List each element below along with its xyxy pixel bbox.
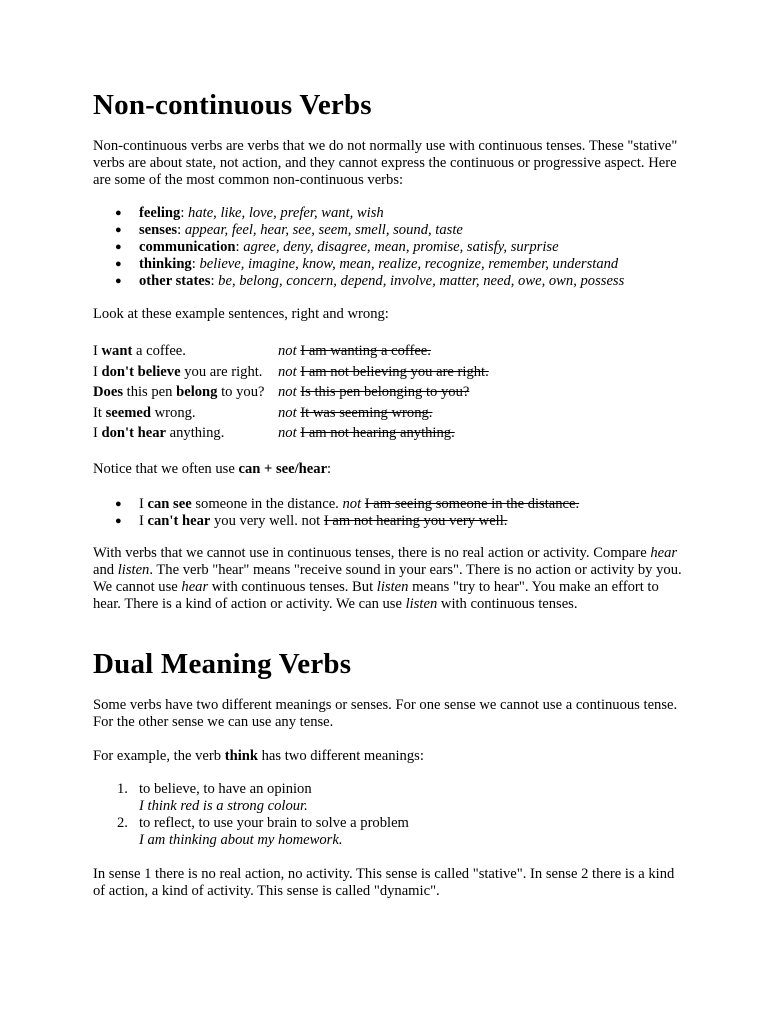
list-item: ● senses: appear, feel, hear, see, seem, smell, sound, taste [115, 222, 463, 238]
group-verbs: believe, imagine, know, mean, realize, recognize, remember, understand [199, 256, 619, 272]
final-paragraph: In sense 1 there is no real action, no activity. This sense is called "stative". In sense 2 there is a kind of action, a kind of activity. This sense is called "dynamic". [93, 866, 675, 899]
group-verbs: agree, deny, disagree, mean, promise, satisfy, surprise [243, 239, 559, 255]
correct-sentence: I don't hear anything. [93, 425, 225, 441]
meaning-example: I am thinking about my homework. [139, 832, 343, 848]
can-examples-list [93, 496, 579, 530]
list-item: ● other states: be, belong, concern, depend, involve, matter, need, owe, own, possess [115, 273, 625, 289]
wrong-sentence: not I am not hearing anything. [278, 425, 455, 441]
correct-sentence: It seemed wrong. [93, 404, 196, 421]
bullet-icon: ● [115, 258, 122, 270]
example-row [93, 425, 683, 446]
wrong-sentence: not It was seeming wrong. [278, 404, 433, 421]
bullet-icon: ● [115, 207, 122, 219]
group-verbs: appear, feel, hear, see, seem, smell, sound, taste [184, 222, 463, 238]
notice-paragraph: Notice that we often use can + see/hear: [93, 461, 332, 477]
list-item: ● thinking: believe, imagine, know, mean, realize, recognize, remember, understand [115, 256, 619, 272]
wrong-sentence: not Is this pen belonging to you? [278, 384, 470, 400]
correct-sentence: I don't believe you are right. [93, 363, 263, 380]
example-row [93, 405, 683, 426]
heading-dual-meaning-verbs: Dual Meaning Verbs [93, 648, 352, 680]
example-row [93, 364, 683, 385]
look-paragraph: Look at these example sentences, right and wrong: [93, 306, 389, 322]
think-paragraph: For example, the verb think has two different meanings: [93, 748, 424, 764]
wrong-sentence: not I am wanting a coffee. [278, 343, 431, 359]
dual-intro-paragraph: Some verbs have two different meanings or senses. For one sense we cannot use a continuous tense. For the other sense we can use any tense. [93, 697, 678, 730]
group-label: thinking [139, 256, 192, 272]
meanings-list [93, 781, 409, 849]
meaning-example: I think red is a strong colour. [139, 798, 308, 814]
group-label: other states [139, 273, 211, 289]
list-item: ● feeling: hate, like, love, prefer, want, wish [115, 205, 384, 221]
intro-paragraph: Non-continuous verbs are verbs that we do not normally use with continuous tenses. These "stative" verbs are about state, not action, and they cannot express the continuous or progressive aspect. Here are some of the most common non-continuous verbs: [93, 138, 678, 188]
bullet-icon: ● [115, 224, 122, 236]
list-item: 2. to reflect, to use your brain to solve a problem I am thinking about my homework. [117, 815, 409, 848]
example-sentences [93, 343, 683, 446]
group-verbs: be, belong, concern, depend, involve, matter, need, owe, own, possess [218, 273, 625, 289]
group-label: feeling [139, 205, 181, 221]
bullet-icon: ● [115, 275, 122, 287]
group-label: senses [139, 222, 178, 238]
bullet-icon: ● [115, 241, 122, 253]
list-item: ● I can see someone in the distance. not I am seeing someone in the distance. [115, 496, 580, 512]
bullet-icon: ● [115, 498, 122, 510]
bullet-icon: ● [115, 515, 122, 527]
list-item: 1. to believe, to have an opinion I think red is a strong colour. [117, 781, 312, 814]
heading-non-continuous-verbs: Non-continuous Verbs [93, 89, 372, 121]
group-verbs: hate, like, love, prefer, want, wish [188, 205, 384, 221]
wrong-sentence: not I am not believing you are right. [278, 363, 489, 380]
hear-listen-paragraph: With verbs that we cannot use in continuous tenses, there is no real action or activity. Compare hear and listen. The verb "hear" means "receive sound in your ears". There is no action or activity by you. We cannot use hear with continuous tenses. But listen means "try to hear". You make an effort to hear. There is a kind of action or activity. We can use listen with continuous tenses. [93, 545, 682, 612]
list-item: ● I can't hear you very well. not I am not hearing you very well. [115, 513, 508, 529]
list-item: ● communication: agree, deny, disagree, mean, promise, satisfy, surprise [115, 239, 559, 255]
example-row [93, 384, 683, 405]
verb-group-list [93, 205, 624, 290]
correct-sentence: Does this pen belong to you? [93, 384, 265, 400]
example-row [93, 343, 683, 364]
correct-sentence: I want a coffee. [93, 343, 186, 359]
group-label: communication [139, 239, 236, 255]
